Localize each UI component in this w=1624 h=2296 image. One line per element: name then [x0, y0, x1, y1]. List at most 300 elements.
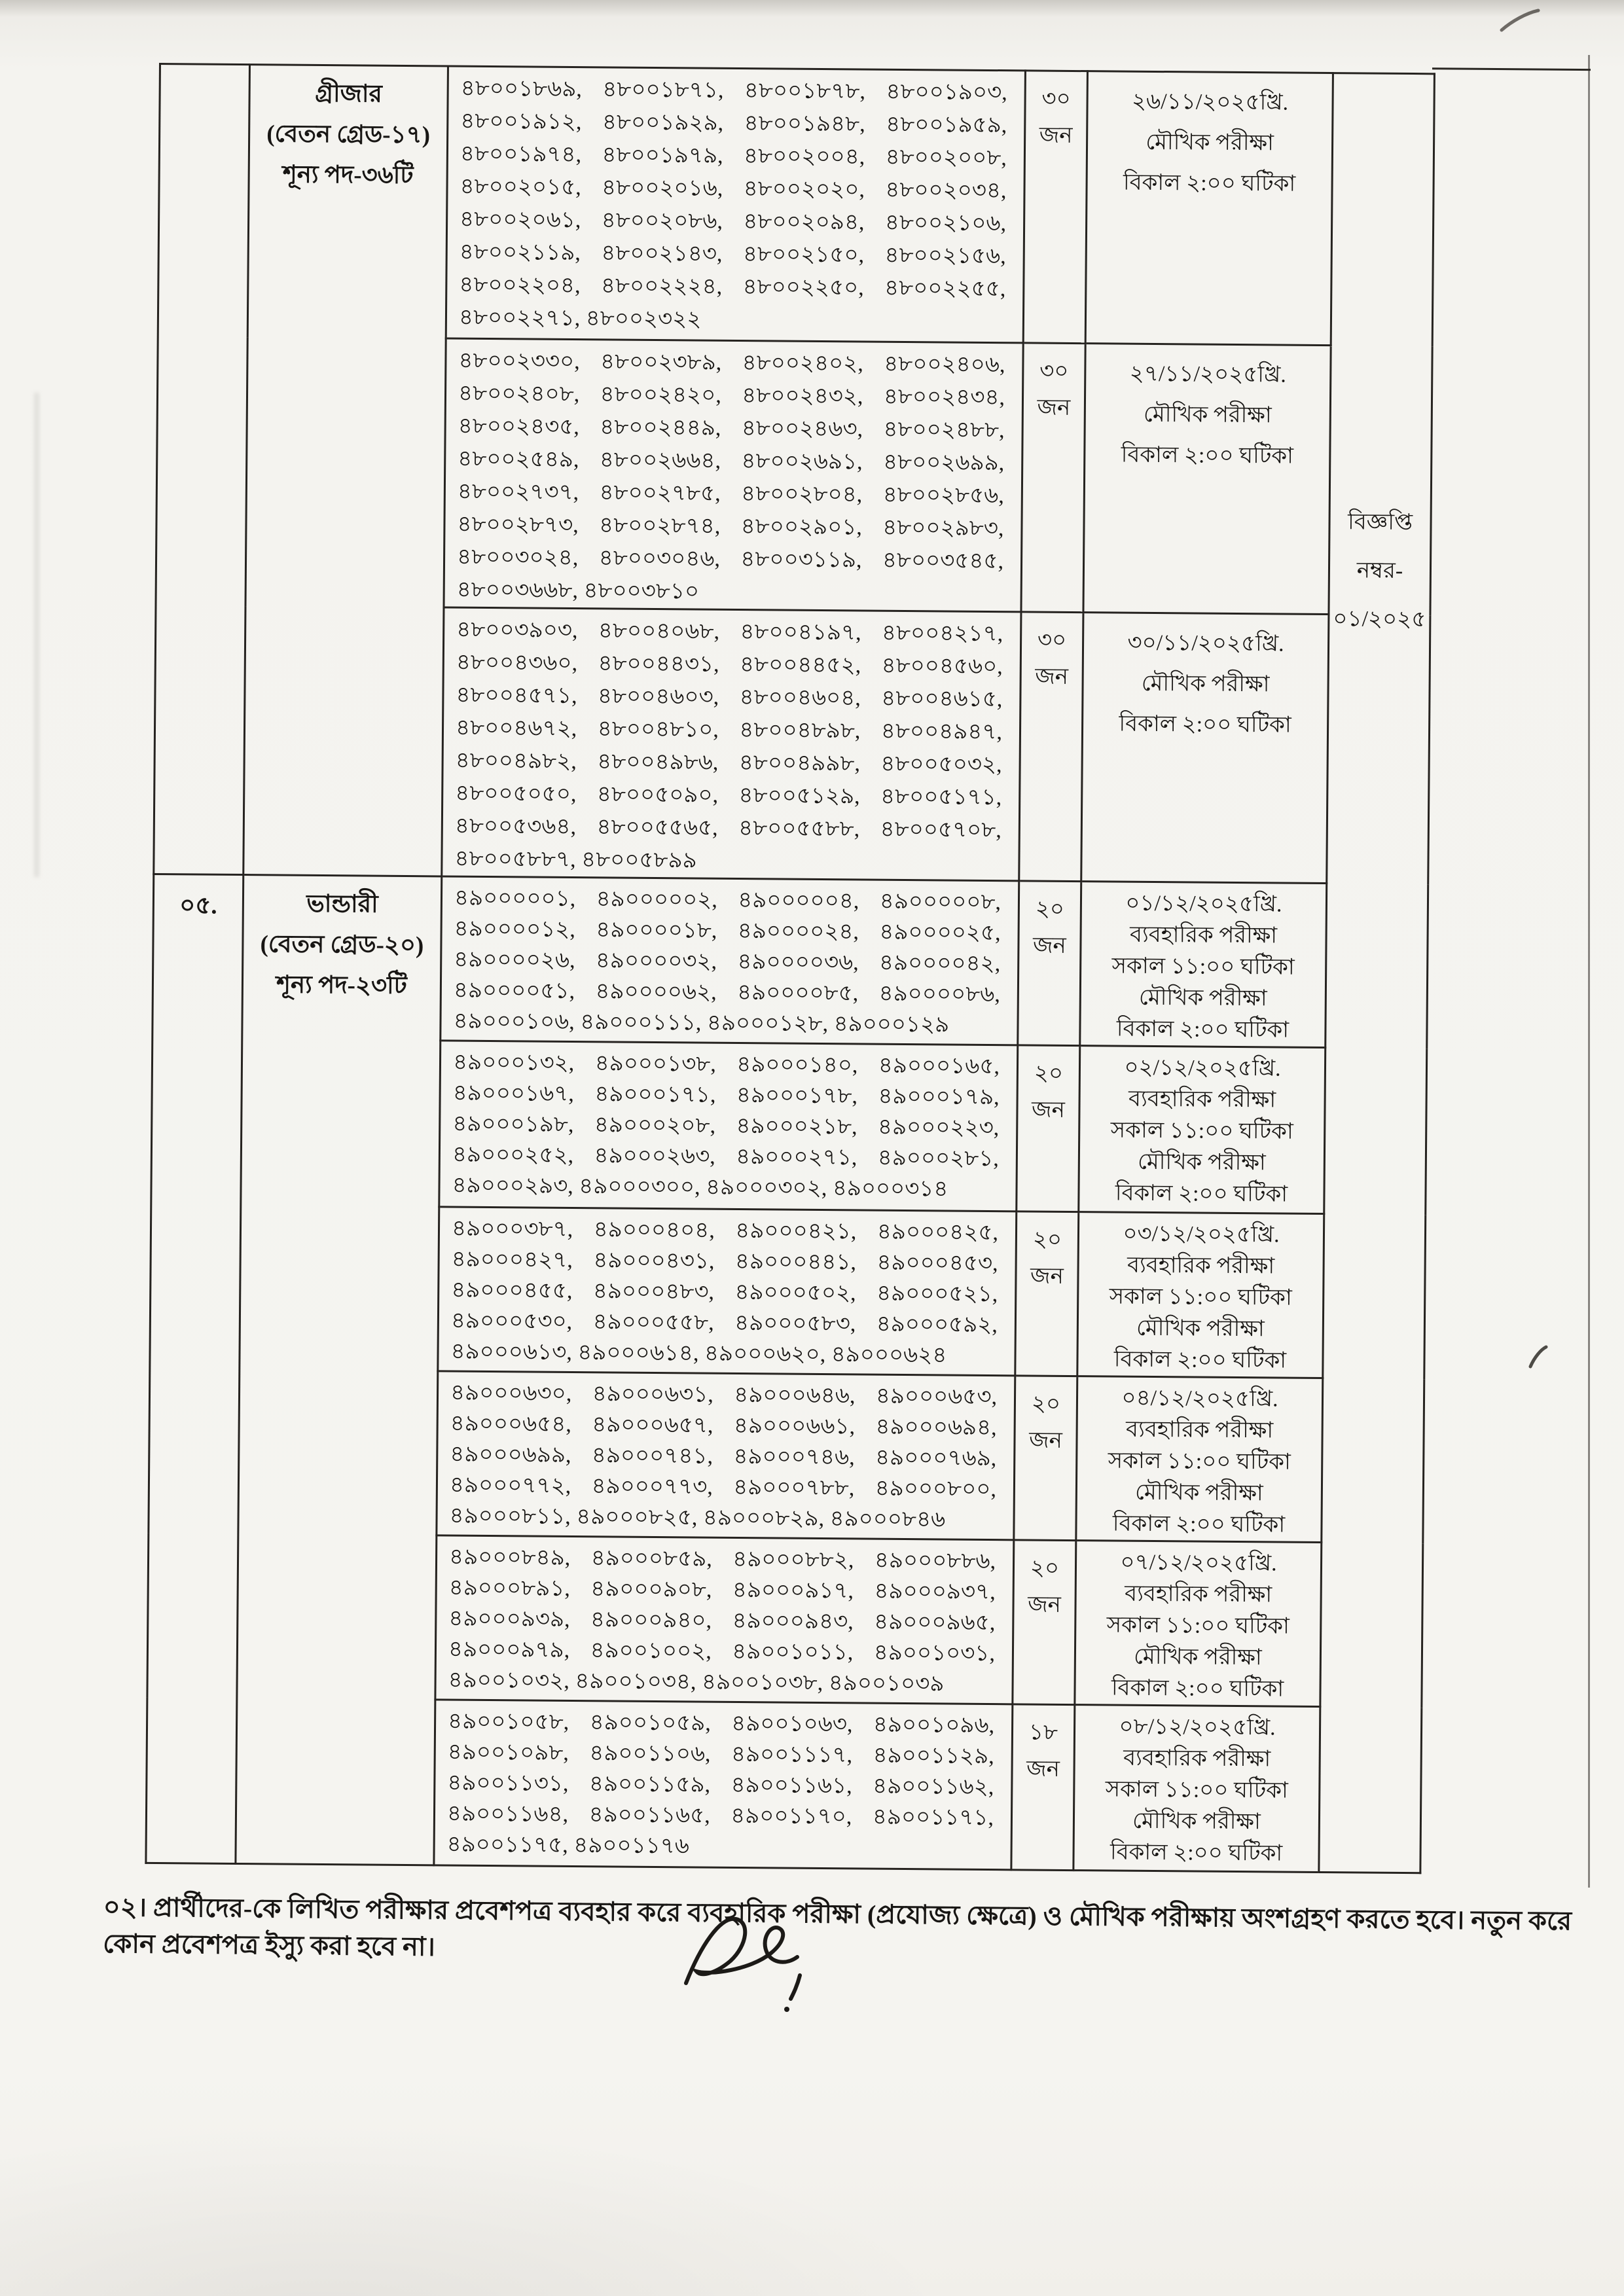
- roll-number: ৪৯০০১১০৬,: [589, 1741, 711, 1767]
- exam-schedule: [1081, 882, 1326, 1047]
- roll-number: ৪৯০০০৫৫৮,: [592, 1310, 714, 1335]
- candidate-count: [1013, 1705, 1074, 1788]
- roll-number: ৪৯০০০৪৫৫,: [451, 1278, 573, 1304]
- roll-number: ৪৯০০০৭৬৯,: [875, 1445, 997, 1471]
- exam-schedule-line: ব্যবহারিক পরীক্ষা: [1129, 922, 1278, 948]
- count-value: ৩০: [1037, 628, 1067, 653]
- exam-schedule-line: সকাল ১১:০০ ঘটিকা: [1110, 1118, 1293, 1144]
- roll-number: ৪৮০০৪৬১৫,: [881, 686, 1003, 712]
- exam-schedule-line: মৌখিক পরীক্ষা: [1138, 985, 1267, 1011]
- roll-number: ৪৮০০৪৫৭১,: [456, 683, 577, 709]
- roll-number: ৪৯০০০৩৮৭,: [451, 1216, 573, 1242]
- post-name-line: (বেতন গ্রেড-১৭): [266, 120, 431, 149]
- roll-number: ৪৮০০২১৫০,: [742, 242, 865, 268]
- instruction-note: ০২। প্রার্থীদের-কে লিখিত পরীক্ষার প্রবেশপত্র ব্যবহার করে ব্যবহারিক পরীক্ষা (প্রযোজ্য ক্ষেত্রে) ও মৌখিক পরীক্ষায় অংশগ্রহণ করতে হবে। নতুন করে কোন প্রবেশপত্র ইস্যু করা হবে না।: [102, 1892, 1572, 1962]
- exam-schedule-line: বিকাল ২:০০ ঘটিকা: [1116, 1016, 1290, 1043]
- roll-numbers: [437, 1372, 1014, 1535]
- roll-number: ৪৮০০২২৫০,: [742, 275, 864, 300]
- roll-line: ৪৯০০০১০৬, ৪৯০০০১১১, ৪৯০০০১২৮, ৪৯০০০১২৯: [453, 1009, 950, 1037]
- roll-number: ৪৮০০৩০৪৬,: [598, 546, 721, 571]
- roll-line: [454, 883, 1001, 918]
- roll-number: ৪৯০০০৬৯৪,: [875, 1414, 997, 1441]
- roll-number: ৪৯০০০০১৮,: [596, 918, 717, 943]
- roll-number: ৪৯০০০০০২,: [596, 887, 717, 912]
- roll-number: ৪৯০০০১৬৭,: [452, 1081, 575, 1107]
- roll-number: ৪৯০০১১৭১,: [872, 1804, 994, 1831]
- roll-number: ৪৯০০০৬৬১,: [733, 1413, 856, 1439]
- roll-number: ৪৯০০০১৩৮,: [594, 1051, 716, 1077]
- roll-numbers: [444, 339, 1022, 611]
- schedule-block-row: [153, 874, 1428, 1048]
- roll-number: ৪৮০০২৬৯৯,: [882, 450, 1005, 476]
- exam-schedule-line: ০৭/১২/২০২৫খ্রি.: [1120, 1550, 1277, 1576]
- roll-line: [460, 138, 1007, 175]
- roll-line: ৪৯০০০৬১৩, ৪৯০০০৬১৪, ৪৯০০০৬২০, ৪৯০০০৬২৪: [450, 1339, 947, 1368]
- roll-line: [455, 778, 1001, 815]
- roll-line: [454, 944, 1000, 980]
- exam-schedule-line: বিকাল ২:০০ ঘটিকা: [1121, 442, 1294, 469]
- exam-schedule: [1077, 1377, 1322, 1541]
- exam-schedule-cell: [1074, 1705, 1320, 1873]
- post-name-cell: [236, 875, 442, 1865]
- page-fold-line: [1588, 55, 1590, 1888]
- roll-line: [451, 1275, 998, 1310]
- exam-schedule-cell: [1079, 1046, 1326, 1214]
- roll-line: [450, 1439, 996, 1475]
- signature: [672, 1906, 835, 2017]
- roll-number: ৪৯০০১১৭০,: [731, 1803, 852, 1829]
- roll-number: ৪৯০০০৯১৭,: [732, 1577, 854, 1604]
- roll-number: ৪৮০০১৯৭৯,: [602, 143, 723, 168]
- exam-schedule-line: ০১/১২/২০২৫খ্রি.: [1125, 891, 1282, 917]
- roll-number: ৪৯০০০০০৪,: [738, 888, 859, 914]
- pen-mark-right-edge: [1525, 1343, 1551, 1372]
- roll-number: ৪৯০০০২০৮,: [594, 1113, 716, 1138]
- roll-number: ৪৯০০১১৬২,: [872, 1774, 994, 1800]
- roll-number: ৪৮০০২৮৭৪,: [598, 513, 721, 539]
- roll-number: ৪৯০০০৯৪৩,: [732, 1608, 854, 1634]
- roll-number: ৪৯০০০০২৪,: [737, 918, 859, 944]
- scan-top-shadow: [0, 0, 1624, 17]
- candidate-count: [1015, 1376, 1076, 1460]
- roll-number: ৪৮০০২১০৬,: [884, 210, 1007, 236]
- roll-number: ৪৯০০০০৮৫,: [736, 980, 859, 1006]
- count-unit: জন: [1026, 1757, 1060, 1782]
- notice-number-line: ০১/২০২৫: [1333, 607, 1426, 632]
- roll-number: ৪৯০০০৮৫৯,: [590, 1546, 712, 1571]
- roll-number: ৪৮০০২০০৪,: [743, 144, 865, 170]
- roll-number: ৪৯০০০৭৪৬,: [733, 1444, 855, 1470]
- roll-number: ৪৮০০২৬৯১,: [741, 449, 863, 475]
- exam-schedule-line: ব্যবহারিক পরীক্ষা: [1125, 1417, 1274, 1443]
- exam-schedule-cell: [1083, 344, 1331, 615]
- count-value: ১৮: [1028, 1720, 1058, 1745]
- exam-schedule-line: বিকাল ২:০০ ঘটিকা: [1113, 1347, 1287, 1373]
- roll-number: ৪৯০০১১৩১,: [447, 1770, 569, 1796]
- roll-number: ৪৯০০০৮৯১,: [448, 1575, 571, 1602]
- exam-schedule-table: [145, 63, 1435, 1874]
- roll-number: ৪৮০০২৪৩২,: [742, 384, 863, 409]
- roll-number: ৪৮০০১৯২৯,: [602, 110, 724, 135]
- roll-line: [456, 679, 1002, 717]
- roll-number: ৪৮০০৪৪৫২,: [739, 652, 861, 678]
- roll-line: [458, 443, 1004, 480]
- roll-number: ৪৮০০২০০৮,: [885, 145, 1007, 171]
- roll-number: ৪৯০০০৭৪১,: [591, 1443, 713, 1469]
- roll-number: ৪৯০০১০৯৬,: [873, 1712, 995, 1738]
- roll-number: ৪৮০০৫১৭১,: [880, 784, 1002, 810]
- candidate-count: [1019, 882, 1080, 965]
- roll-number: ৪৯০০১০৫৮,: [447, 1709, 569, 1734]
- roll-line: [448, 1604, 995, 1639]
- roll-number: ৪৮০০৪৬৭২,: [455, 715, 577, 742]
- roll-line: [458, 345, 1005, 382]
- roll-numbers-cell: [435, 1535, 1014, 1704]
- exam-schedule-line: ০২/১২/২০২৫খ্রি.: [1124, 1055, 1281, 1081]
- count-value: ২০: [1031, 1391, 1061, 1416]
- roll-number: ৪৯০০১১৬৫,: [588, 1803, 710, 1828]
- exam-schedule-line: মৌখিক পরীক্ষা: [1134, 1480, 1263, 1506]
- exam-schedule-line: সকাল ১১:০০ ঘটিকা: [1106, 1613, 1290, 1639]
- roll-number: ৪৮০০৪৯৯৮,: [738, 750, 861, 776]
- roll-number: ৪৮০০২১৫৬,: [884, 243, 1006, 269]
- roll-numbers-cell: [439, 1041, 1018, 1211]
- exam-schedule: [1085, 344, 1330, 477]
- roll-number: ৪৯০০০৬৫৭,: [592, 1412, 713, 1438]
- exam-schedule-cell: [1075, 1541, 1322, 1707]
- roll-number: ৪৯০০০৬৯৯,: [450, 1442, 571, 1468]
- roll-number: ৪৮০০২২৫৫,: [884, 276, 1006, 302]
- roll-number: ৪৮০০২৪৩৫,: [458, 414, 579, 440]
- roll-number: ৪৮০০৪৬০৪,: [739, 685, 861, 711]
- roll-number: ৪৯০০০৫৩০,: [450, 1308, 573, 1335]
- roll-line: [460, 204, 1006, 241]
- exam-schedule-line: ব্যবহারিক পরীক্ষা: [1123, 1746, 1271, 1772]
- roll-numbers: [441, 877, 1018, 1041]
- roll-number: ৪৮০০২৪০৮,: [458, 381, 580, 407]
- post-name-line: শূন্য পদ-২৩টি: [276, 971, 407, 1000]
- roll-line: [459, 269, 1005, 306]
- roll-number: ৪৯০০১০০২,: [590, 1638, 712, 1664]
- roll-numbers: [436, 1536, 1013, 1700]
- schedule-block-row: [158, 64, 1434, 346]
- post-name-line: গ্রীজার: [315, 80, 383, 108]
- roll-number: ৪৮০০২৩৩০,: [458, 348, 580, 374]
- roll-number: ৪৯০০০৫৯২,: [876, 1312, 998, 1338]
- notice-number-line: নম্বর-: [1356, 558, 1403, 583]
- roll-line: [449, 1542, 996, 1577]
- roll-line: [453, 1047, 1000, 1083]
- roll-line: [456, 712, 1002, 749]
- roll-number: ৪৮০০৩১১৯,: [740, 547, 862, 573]
- roll-number: ৪৯০০০১৬৫,: [878, 1053, 1000, 1079]
- roll-number: ৪৮০০১৯১২,: [460, 109, 582, 135]
- roll-number: ৪৮০০৪৫৬০,: [881, 653, 1003, 679]
- roll-number: ৪৯০০০৫০২,: [734, 1280, 856, 1306]
- roll-number: ৪৮০০৫৫৬৫,: [596, 815, 718, 840]
- roll-number: ৪৮০০২২২৪,: [600, 274, 723, 299]
- roll-numbers-cell: [437, 1371, 1015, 1540]
- roll-line: [460, 105, 1007, 143]
- count-unit: জন: [1031, 1098, 1065, 1122]
- count-unit: জন: [1032, 933, 1066, 958]
- roll-number: ৪৮০০২৪০২,: [742, 351, 863, 376]
- candidate-count-cell: [1014, 1376, 1077, 1541]
- roll-numbers-cell: [438, 1207, 1017, 1376]
- roll-number: ৪৯০০০১৩২,: [452, 1050, 575, 1076]
- roll-number: ৪৯০০০৬৫৩,: [875, 1384, 998, 1410]
- roll-number: ৪৯০০০২২৩,: [877, 1115, 1000, 1141]
- roll-number: ৪৯০০০৪২৫,: [876, 1219, 999, 1246]
- roll-number: ৪৮০০২৪২০,: [600, 382, 721, 408]
- roll-line: ৪৯০০১১৭৫, ৪৯০০১১৭৬: [446, 1832, 690, 1859]
- exam-schedule-line: ২৭/১১/২০২৫খ্রি.: [1129, 361, 1287, 387]
- roll-number: ৪৯০০০০৩২,: [595, 948, 717, 974]
- exam-schedule-line: ০৩/১২/২০২৫খ্রি.: [1123, 1221, 1280, 1247]
- roll-line: [450, 1470, 996, 1505]
- exam-schedule-line: ০৮/১২/২০২৫খ্রি.: [1119, 1714, 1276, 1740]
- roll-number: ৪৮০০৪১৯৭,: [740, 619, 861, 645]
- scan-edge-artifact: [34, 393, 39, 877]
- candidate-count-cell: [1015, 1211, 1079, 1376]
- post-name: [249, 65, 447, 196]
- candidate-count-cell: [1013, 1540, 1076, 1705]
- count-value: ৩০: [1041, 86, 1071, 111]
- roll-number: ৪৯০০০৯৩৭,: [874, 1579, 996, 1605]
- roll-number: ৪৯০০০৯৭৯,: [448, 1637, 570, 1662]
- candidate-count-cell: [1021, 343, 1085, 613]
- roll-number: ৪৯০০০৮০০,: [875, 1476, 997, 1502]
- exam-schedule-line: মৌখিক পরীক্ষা: [1143, 402, 1272, 428]
- exam-schedule: [1087, 72, 1332, 205]
- roll-number: ৪৯০০০৬৩০,: [450, 1380, 572, 1407]
- roll-number: ৪৮০০৪৯৮২,: [455, 748, 577, 774]
- roll-number: ৪৯০০০৮৮৬,: [874, 1548, 996, 1574]
- roll-line: [448, 1737, 994, 1772]
- roll-number: ৪৯০০০২৫২,: [452, 1142, 574, 1168]
- exam-schedule: [1083, 613, 1328, 746]
- roll-number: ৪৮০০২০৯৪,: [743, 209, 865, 235]
- exam-schedule-line: সকাল ১১:০০ ঘটিকা: [1108, 1448, 1291, 1475]
- roll-number: ৪৯০০০৪২১,: [735, 1218, 857, 1244]
- roll-number: ৪৮০০৪৯৮৬,: [597, 749, 719, 775]
- roll-line: [458, 378, 1005, 415]
- candidate-count: [1026, 71, 1087, 154]
- roll-number: ৪৯০০০১৯৮,: [452, 1111, 574, 1138]
- count-value: ৩০: [1039, 359, 1069, 384]
- post-name-cell: [244, 65, 448, 876]
- roll-line: [449, 1573, 996, 1608]
- roll-numbers-cell: [444, 338, 1023, 612]
- post-name-line: (বেতন গ্রেড-২০): [260, 931, 424, 960]
- roll-number: ৪৮০০১৯৫৯,: [886, 112, 1007, 138]
- roll-line: [455, 745, 1001, 782]
- roll-number: ৪৮০০৪৪৩১,: [598, 651, 719, 677]
- roll-number: ৪৯০০০৪৮৩,: [592, 1279, 715, 1304]
- roll-number: ৪৮০০৩৯০৩,: [456, 617, 578, 643]
- roll-number: ৪৮০০৩০২৪,: [456, 545, 579, 571]
- roll-number: ৪৮০০২০২০,: [743, 177, 865, 202]
- exam-schedule-line: ০৪/১২/২০২৫খ্রি.: [1121, 1386, 1278, 1412]
- roll-number: ৪৯০০১১৬৪,: [446, 1801, 569, 1827]
- roll-number: ৪৮০০২০১৫,: [460, 174, 581, 200]
- roll-number: ৪৯০০১০৬৩,: [731, 1711, 853, 1737]
- roll-line: [452, 1213, 998, 1249]
- roll-line: [452, 1109, 999, 1144]
- roll-number: ৪৯০০০০৫১,: [453, 978, 575, 1004]
- roll-line: [448, 1706, 994, 1742]
- roll-line: [458, 476, 1004, 513]
- roll-number: ৪৯০০০৪৪১,: [734, 1249, 857, 1275]
- exam-schedule: [1078, 1213, 1323, 1377]
- roll-number: ৪৮০০৫০৯০,: [596, 782, 719, 808]
- exam-schedule-line: সকাল ১১:০০ ঘটিকা: [1111, 954, 1295, 980]
- count-unit: জন: [1028, 1592, 1062, 1617]
- roll-line: [448, 1634, 995, 1670]
- roll-number: ৪৯০০০৪৫৩,: [876, 1250, 998, 1276]
- exam-schedule: [1075, 1541, 1320, 1706]
- exam-schedule: [1074, 1706, 1319, 1870]
- exam-schedule-cell: [1081, 613, 1329, 884]
- roll-line: [454, 975, 1000, 1011]
- roll-numbers-cell: [442, 607, 1021, 881]
- roll-line: [450, 1378, 997, 1413]
- roll-number: ৪৯০০০০১২,: [454, 916, 576, 942]
- exam-schedule-line: মৌখিক পরীক্ষা: [1141, 671, 1270, 697]
- roll-number: ৪৯০০০৯০৮,: [590, 1577, 712, 1602]
- exam-schedule-line: ব্যবহারিক পরীক্ষা: [1128, 1086, 1276, 1113]
- candidate-count-cell: [1023, 71, 1087, 344]
- roll-line: [451, 1306, 998, 1341]
- count-value: ২০: [1035, 897, 1065, 922]
- roll-number: ৪৮০০২৪৩৪,: [883, 384, 1005, 410]
- roll-number: ৪৮০০২৫৪৯,: [458, 446, 579, 473]
- count-value: ২০: [1032, 1227, 1062, 1252]
- pen-mark-top-right: [1498, 5, 1543, 38]
- roll-numbers-cell: [446, 66, 1025, 343]
- roll-number: ৪৮০০২১১৯,: [459, 240, 581, 266]
- roll-number: ৪৯০০০০৩৬,: [737, 949, 859, 975]
- roll-number: ৪৯০০০৭৮৮,: [733, 1475, 855, 1501]
- roll-line: [450, 1408, 997, 1444]
- roll-line: [451, 1244, 998, 1280]
- roll-number: ৪৮০০২৬৬৪,: [599, 448, 721, 473]
- roll-numbers-cell: [441, 876, 1019, 1045]
- exam-schedule-line: ব্যবহারিক পরীক্ষা: [1127, 1253, 1275, 1279]
- exam-schedule-line: মৌখিক পরীক্ষা: [1136, 1316, 1265, 1342]
- roll-line: [454, 914, 1000, 949]
- roll-numbers: [442, 608, 1020, 880]
- roll-numbers-cell: [434, 1700, 1013, 1870]
- candidate-count: [1014, 1541, 1075, 1624]
- roll-number: ৪৮০০৪৬০৩,: [597, 684, 719, 709]
- roll-number: ৪৯০০০০৪২,: [878, 950, 1001, 977]
- exam-schedule-line: সকাল ১১:০০ ঘটিকা: [1105, 1777, 1289, 1803]
- roll-line: [456, 614, 1003, 651]
- roll-line: [447, 1799, 994, 1834]
- roll-line: [457, 509, 1003, 546]
- roll-numbers: [435, 1700, 1011, 1864]
- exam-schedule-cell: [1080, 882, 1327, 1048]
- roll-number: ৪৮০০২৪৬৩,: [741, 416, 863, 442]
- exam-schedule-line: বিকাল ২:০০ ঘটিকা: [1112, 1511, 1286, 1537]
- roll-number: ৪৯০০০৫২১,: [876, 1281, 998, 1307]
- exam-schedule-cell: [1085, 71, 1333, 346]
- roll-number: ৪৮০০৪৯৪৭,: [880, 719, 1003, 745]
- roll-number: ৪৮০০১৮৬৯,: [460, 76, 582, 102]
- exam-schedule-line: সকাল ১১:০০ ঘটিকা: [1109, 1284, 1292, 1310]
- roll-number: ৪৯০০১০৫৯,: [589, 1710, 711, 1736]
- exam-schedule-line: ৩০/১১/২০২৫খ্রি.: [1127, 630, 1284, 656]
- roll-number: ৪৯০০০১৭১,: [594, 1082, 716, 1107]
- candidate-count-cell: [1017, 1045, 1080, 1212]
- roll-number: ৪৯০০০৪০৪,: [593, 1217, 715, 1243]
- exam-schedule-cell: [1076, 1376, 1323, 1543]
- roll-number: ৪৮০০২১৪৩,: [601, 241, 723, 266]
- roll-numbers: [447, 67, 1024, 338]
- exam-schedule-line: বিকাল ২:০০ ঘটিকা: [1110, 1840, 1283, 1866]
- roll-line: ৪৮০০৩৬৬৮, ৪৮০০৩৮১০: [456, 577, 700, 604]
- candidate-count: [1024, 344, 1085, 427]
- roll-number: ৪৯০০০৫৮৩,: [734, 1310, 856, 1336]
- roll-number: ৪৮০০৫৩৬৪,: [454, 814, 577, 840]
- roll-number: ৪৮০০২০১৬,: [601, 175, 723, 201]
- exam-schedule-line: মৌখিক পরীক্ষা: [1133, 1644, 1262, 1670]
- roll-number: ৪৯০০১১১৭,: [731, 1742, 853, 1768]
- notice-number-cell: [1319, 73, 1435, 1873]
- post-name-line: শূন্য পদ-৩৬টি: [282, 161, 414, 190]
- roll-number: ৪৮০০২৪০৬,: [884, 351, 1005, 378]
- roll-number: ৪৯০০০৯৩৯,: [448, 1606, 570, 1632]
- roll-number: ৪৯০০০০২৫,: [879, 920, 1001, 946]
- roll-number: ৪৮০০২০৬১,: [459, 207, 581, 233]
- roll-number: ৪৮০০২৪৪৯,: [600, 415, 721, 440]
- roll-number: ৪৯০০০৭৭২,: [449, 1473, 571, 1499]
- roll-number: ৪৮০০৪৮৯৮,: [739, 717, 861, 744]
- roll-line: [457, 541, 1003, 579]
- exam-schedule-line: বিকাল ২:০০ ঘটিকা: [1123, 170, 1296, 196]
- roll-number: ৪৯০০০০৬২,: [595, 979, 717, 1005]
- roll-line: ৪৮০০৫৮৮৭, ৪৮০০৫৮৯৯: [454, 846, 697, 873]
- roll-number: ৪৮০০২০৩৪,: [885, 177, 1007, 204]
- roll-number: ৪৮০০১৯০৩,: [886, 79, 1007, 105]
- roll-number: ৪৯০০০৮৮২,: [732, 1547, 854, 1573]
- roll-number: ৪৮০০২৮০৪,: [740, 482, 863, 507]
- exam-schedule-line: বিকাল ২:০০ ঘটিকা: [1119, 711, 1291, 738]
- roll-number: ৪৮০০৪০৬৮,: [598, 619, 720, 644]
- post-name-line: ভান্ডারী: [306, 890, 378, 918]
- exam-schedule-cell: [1077, 1212, 1324, 1378]
- count-unit: জন: [1029, 1428, 1063, 1453]
- roll-number: ৪৮০০৪৩৬০,: [456, 650, 578, 676]
- count-unit: জন: [1030, 1264, 1064, 1289]
- roll-number: ৪৯০০০০৮৬,: [878, 981, 1001, 1007]
- exam-schedule-line: বিকাল ২:০০ ঘটিকা: [1111, 1676, 1284, 1702]
- exam-schedule-line: ২৬/১১/২০২৫খ্রি.: [1131, 89, 1289, 115]
- roll-number: ৪৮০০২৭৩৭,: [457, 479, 579, 505]
- candidate-count-cell: [1018, 881, 1081, 1046]
- roll-number: ৪৯০০০৯৬৫,: [873, 1609, 996, 1636]
- roll-number: ৪৮০০২৭৮৫,: [599, 480, 721, 506]
- roll-number: ৪৯০০০৭৭৩,: [591, 1474, 713, 1499]
- roll-number: ৪৯০০০০০৮,: [879, 889, 1001, 915]
- roll-number: ৪৯০০০১৭৮,: [736, 1083, 858, 1109]
- roll-line: [458, 410, 1004, 448]
- roll-number: ৪৮০০২৯০১,: [740, 514, 863, 540]
- roll-line: [460, 236, 1006, 274]
- serial-cell: [154, 64, 250, 875]
- serial-cell: ০৫.: [146, 874, 244, 1863]
